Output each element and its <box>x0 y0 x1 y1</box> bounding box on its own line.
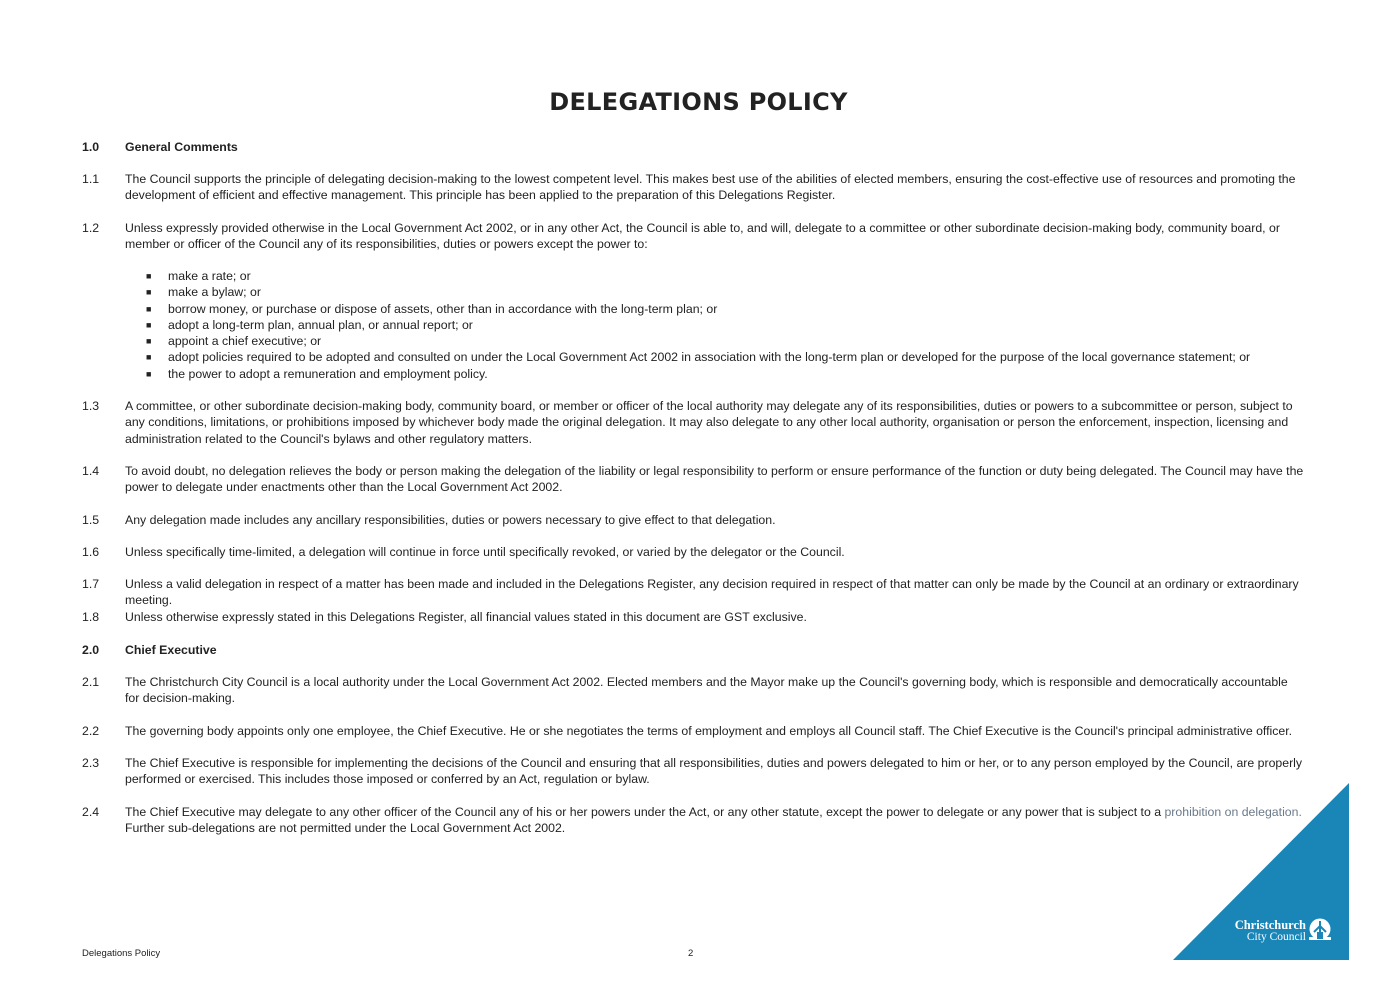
list-item: ■ borrow money, or purchase or dispose of assets, other than in accordance with the long-term plan; or <box>146 301 718 316</box>
clause-text: The governing body appoints only one employee, the Chief Executive. He or she negotiates the terms of employment and employs all Council staff. The Chief Executive is the Council's principal administrative officer. <box>125 724 1293 738</box>
clause-number: 1.5 <box>82 513 100 527</box>
list-item: ■ appoint a chief executive; or <box>146 334 322 349</box>
list-item: ■ the power to adopt a remuneration and employment policy. <box>146 366 488 381</box>
clause-number: 2.3 <box>82 756 100 770</box>
section-number: 2.0 <box>82 643 100 657</box>
bullet-icon: ■ <box>146 319 152 330</box>
clause-number: 1.2 <box>82 221 100 235</box>
highlighted-phrase: prohibition on delegation. <box>1164 805 1302 819</box>
footer-document-title: Delegations Policy <box>82 948 161 959</box>
clause-text: Any delegation made includes any ancillary responsibilities, duties or powers necessary to give effect to that delegation. <box>125 513 776 527</box>
clause-number: 1.6 <box>82 545 100 559</box>
footer-page-number: 2 <box>688 948 694 959</box>
clause-number: 1.7 <box>82 577 100 591</box>
logo-line-1: Christchurch <box>1234 918 1306 932</box>
clause-number: 2.2 <box>82 724 100 738</box>
clause-number: 1.3 <box>82 399 100 413</box>
page-title: DELEGATIONS POLICY <box>549 88 848 116</box>
bullet-icon: ■ <box>146 287 152 298</box>
section-title: General Comments <box>125 140 238 154</box>
clause-number: 2.4 <box>82 805 100 819</box>
clause-text: To avoid doubt, no delegation relieves the body or person making the delegation of the liability or legal responsibility to perform or ensure performance of the function or duty being delegated. The Council may have the power to delegate under enactments other than the Local Government Act 2002. <box>125 464 1304 495</box>
clause-number: 1.1 <box>82 172 100 186</box>
logo-line-2: City Council <box>1246 931 1306 943</box>
clause-text: Unless otherwise expressly stated in this Delegations Register, all financial values stated in this document are GST exclusive. <box>125 610 807 624</box>
list-item: ■ make a bylaw; or <box>146 285 261 300</box>
council-logo-text <box>1220 919 1306 943</box>
clause-text: The Christchurch City Council is a local authority under the Local Government Act 2002. Elected members and the Mayor make up the Council's governing body, which is responsible and democratically accountable for decision-making. <box>125 675 1288 706</box>
list-item: ■ adopt a long-term plan, annual plan, or annual report; or <box>146 317 473 332</box>
section-title: Chief Executive <box>125 643 217 657</box>
clause-text: The Chief Executive is responsible for implementing the decisions of the Council and ensuring that all responsibilities, duties and powers delegated to him or her, or to any person employed by the Council, are properly performed or exercised. This includes those imposed or conferred by an Act, regulation or bylaw. <box>125 756 1303 787</box>
list-item: ■ make a rate; or <box>146 269 251 283</box>
clause-text: A committee, or other subordinate decision-making body, community board, or member or officer of the local authority may delegate any of its responsibilities, duties or powers to a subcommittee or person, subject to any conditions, limitations, or prohibitions imposed by whichever body made the original delegation. It may also delegate to any other local authority, organisation or person the enforcement, inspection, licensing and administration related to the Council's bylaws and other regulatory matters. <box>125 399 1293 446</box>
clause-number: 2.1 <box>82 675 100 689</box>
clause-number: 1.4 <box>82 464 100 478</box>
clause-number: 1.8 <box>82 610 100 624</box>
clause-text: The Council supports the principle of delegating decision-making to the lowest competent level. This makes best use of the abilities of elected members, ensuring the cost-effective use of resources and promoting the development of efficient and effective management. This principle has been applied to the preparation of this Delegations Register. <box>125 172 1296 203</box>
bullet-icon: ■ <box>146 271 152 281</box>
exception-list <box>146 268 1296 382</box>
clause-text: Unless specifically time-limited, a delegation will continue in force until specifically revoked, or varied by the delegator or the Council. <box>125 545 845 559</box>
list-item: ■ adopt policies required to be adopted and consulted on under the Local Government Act 2002 in association with the long-term plan or developed for the purpose of the local governance statement; or <box>146 350 1251 365</box>
bullet-icon: ■ <box>146 368 152 379</box>
section-number: 1.0 <box>82 140 100 154</box>
clause-text: Unless a valid delegation in respect of a matter has been made and included in the Delegations Register, any decision required in respect of that matter can only be made by the Council at an ordinary or extraordinary meeting. <box>125 577 1299 608</box>
bullet-icon: ■ <box>146 303 152 314</box>
bullet-icon: ■ <box>146 352 152 363</box>
clause-text: Unless expressly provided otherwise in the Local Government Act 2002, or in any other Act, the Council is able to, and will, delegate to a committee or other subordinate decision-making body, community board, or member or officer of the Council any of its responsibilities, duties or powers except the power to: <box>125 221 1280 252</box>
clause-text: The Chief Executive may delegate to any other officer of the Council any of his or her powers under the Act, or any other statute, except the power to delegate or any power that is subject to a prohibition on delegation. Further sub-delegations are not permitted under the Local Government Act 2002. <box>125 805 1302 836</box>
cathedral-logo-icon <box>1308 918 1332 944</box>
bullet-icon: ■ <box>146 336 152 347</box>
